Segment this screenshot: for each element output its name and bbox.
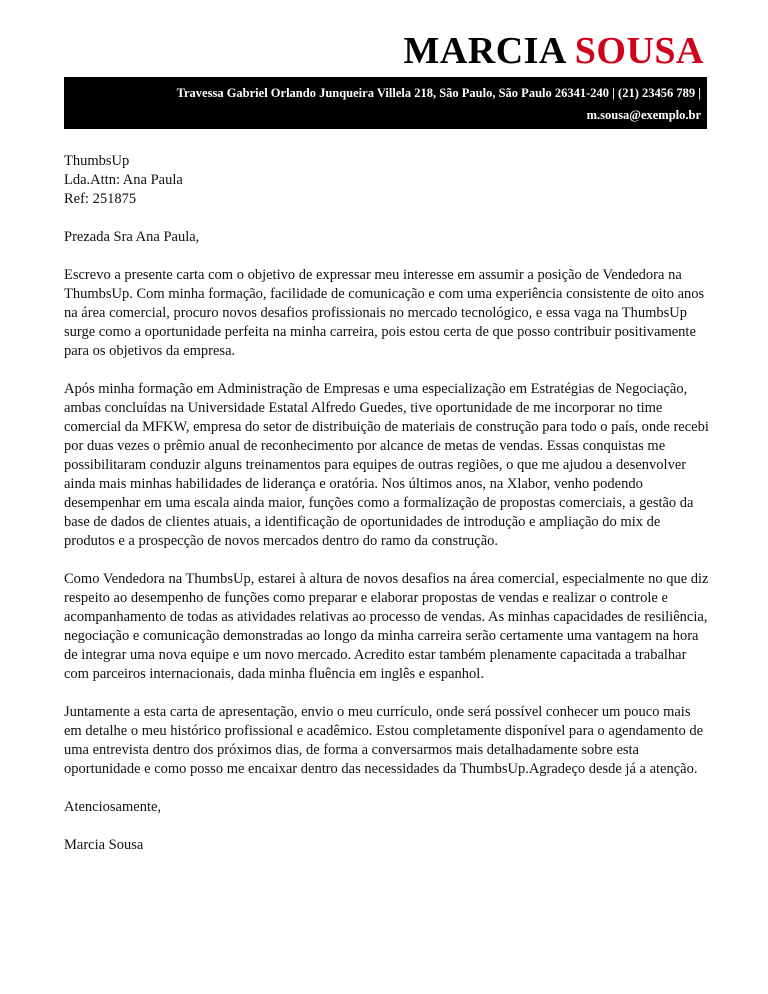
applicant-name — [403, 32, 704, 70]
recipient-attn: Lda.Attn: Ana Paula — [64, 172, 183, 188]
letter-paragraph: Como Vendedora na ThumbsUp, estarei à altura de novos desafios na área comercial, especialmente no que diz respeito ao desempenho de funções como preparar e elaborar propostas de vendas e realizar o controle e acompanhamento de todas as atividades relativas ao processo de vendas. As minhas capacidades de resiliência, negociação e comunicação demonstradas ao longo da minha carreira serão certamente uma vantagem na hora de integrar uma nova equipe e um novo mercado. Acredito estar também plenamente capacitada a trabalhar com parceiros internacionais, dada minha fluência em inglês e espanhol. — [64, 571, 709, 682]
letter-paragraph: Escrevo a presente carta com o objetivo de expressar meu interesse em assumir a posição de Vendedora na ThumbsUp. Com minha formação, facilidade de comunicação e com uma experiência consistente de oito anos na área comercial, procuro novos desafios profissionais no mercado tecnológico, e essa vaga na ThumbsUp surge como a oportunidade perfeita na minha carreira, pois estou certa de que posso contribuir positivamente para os objetivos da empresa. — [64, 267, 705, 359]
recipient-company: ThumbsUp — [64, 153, 130, 169]
applicant-first-name: MARCIA — [403, 30, 565, 72]
contact-email: m.sousa@exemplo.br — [586, 108, 701, 122]
letter-greeting: Prezada Sra Ana Paula, — [64, 229, 200, 245]
letter-paragraph: Juntamente a esta carta de apresentação, envio o meu currículo, onde será possível conhecer um pouco mais em detalhe o meu histórico profissional e acadêmico. Estou completamente disponível para o agendamento de uma entrevista dentro dos próximos dias, de forma a conversarmos mais detalhadamente sobre esta oportunidade e como posso me encaixar dentro das necessidades da ThumbsUp.Agradeço desde já a atenção. — [64, 704, 703, 777]
letter-body — [64, 152, 709, 855]
applicant-last-name: SOUSA — [574, 30, 704, 72]
contact-band — [64, 77, 707, 129]
recipient-ref: Ref: 251875 — [64, 191, 137, 207]
letter-signature: Marcia Sousa — [64, 837, 144, 853]
letter-paragraph: Após minha formação em Administração de Empresas e uma especialização em Estratégias de Negociação, ambas concluídas na Universidade Estatal Alfredo Guedes, tive oportunidade de me incorporar no time comercial da MFKW, empresa do setor de distribuição de materiais de construção para todo o país, onde recebi por duas vezes o prêmio anual de reconhecimento por alcance de metas de vendas. Essas conquistas me possibilitaram conduzir alguns treinamentos para equipes de outras regiões, o que me ajudou a desenvolver ainda mais minhas habilidades de liderança e oratória. Nos últimos anos, na Xlabor, venho podendo desempenhar em uma escala ainda maior, funções como a formalização de propostas comerciais, a gestão da base de dados de clientes atuais, a identificação de oportunidades de introdução e ampliação do mix de produtos e a prospecção de novos mercados dentro do ramo da construção. — [64, 381, 709, 549]
letter-closing: Atenciosamente, — [64, 799, 162, 815]
recipient-block — [64, 152, 709, 209]
contact-address-phone: Travessa Gabriel Orlando Junqueira Villela 218, São Paulo, São Paulo 26341-240 | (21) 23456 789 | — [176, 86, 701, 100]
